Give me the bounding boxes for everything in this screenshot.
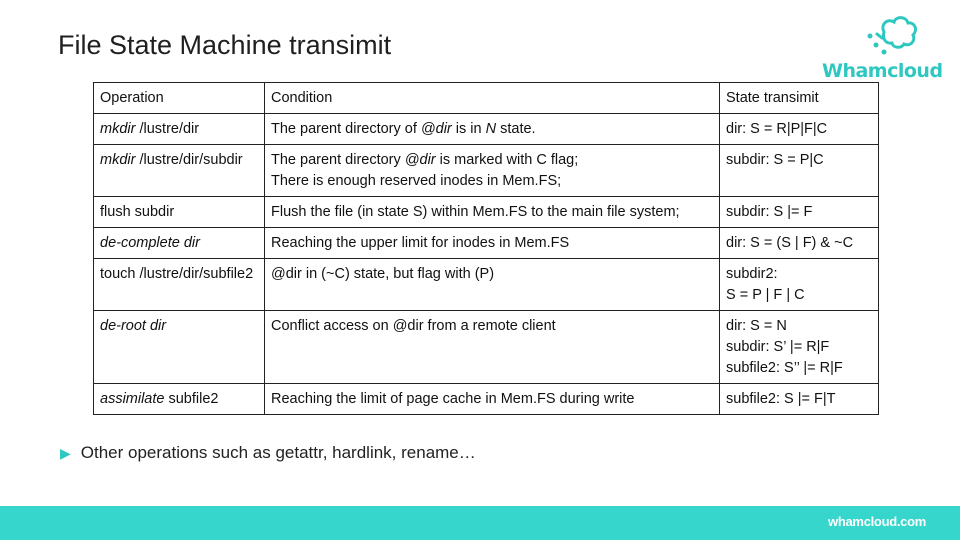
op-cell [94, 145, 265, 197]
table-row [94, 259, 879, 311]
op-args: /lustre/dir [135, 121, 200, 137]
footer-url: whamcloud.com [828, 514, 926, 529]
op-command: assimilate [100, 391, 165, 407]
cond-text: Conflict access on @dir from a remote client [271, 318, 556, 334]
op-cell [94, 197, 265, 228]
state-cell [720, 384, 879, 415]
state-line: subdir: S = P|C [726, 152, 824, 168]
header-condition: Condition [265, 83, 720, 114]
table-row [94, 311, 879, 384]
table-header-row [94, 83, 879, 114]
state-cell [720, 311, 879, 384]
op-command: de-root dir [100, 318, 167, 334]
slide-title: File State Machine transimit [58, 30, 392, 60]
op-command: de-complete dir [100, 235, 200, 251]
cond-text: @dir in (~C) state, but flag with (P) [271, 266, 495, 282]
cond-term: N [485, 121, 497, 137]
state-line: subfile2: S’’ |= R|F [726, 360, 843, 376]
table-row [94, 114, 879, 145]
cond-text: Reaching the limit of page cache in Mem.FS during write [271, 391, 635, 407]
op-cell [94, 384, 265, 415]
state-cell [720, 145, 879, 197]
state-line: dir: S = R|P|F|C [726, 121, 828, 137]
state-line: subfile2: S |= F|T [726, 391, 836, 407]
table-row [94, 145, 879, 197]
op-command: mkdir [100, 152, 136, 168]
cond-text: Flush the file (in state S) within Mem.FS to the main file system; [271, 204, 680, 220]
table-row [94, 197, 879, 228]
op-args: /lustre/dir/subdir [135, 152, 243, 168]
state-cell [720, 114, 879, 145]
cond-cell [265, 311, 720, 384]
whamcloud-logo [822, 14, 943, 84]
cond-cell [265, 197, 720, 228]
state-line: subdir: S |= F [726, 204, 813, 220]
cond-text: The parent directory [271, 152, 405, 168]
state-table [93, 82, 879, 415]
cloud-logo-icon [822, 14, 940, 64]
cond-cell [265, 259, 720, 311]
cond-cell [265, 145, 720, 197]
cond-text: There is enough reserved inodes in Mem.FS; [271, 173, 562, 189]
triangle-bullet-icon: ▶ [60, 445, 71, 461]
bullet-text: Other operations such as getattr, hardlink, rename… [80, 443, 476, 462]
cond-text: state. [496, 121, 536, 137]
cond-text: is marked with C flag; [435, 152, 579, 168]
cond-cell [265, 228, 720, 259]
cond-cell [265, 114, 720, 145]
state-line: subdir2: [726, 266, 778, 282]
logo-wordmark: Whamcloud [822, 60, 943, 82]
cond-cell [265, 384, 720, 415]
state-line: dir: S = N [726, 318, 787, 334]
op-cell [94, 228, 265, 259]
op-cell [94, 259, 265, 311]
bullet-item [60, 443, 476, 463]
state-line: dir: S = (S | F) & ~C [726, 235, 854, 251]
state-cell [720, 228, 879, 259]
op-command: touch /lustre/dir/subfile2 [100, 266, 254, 282]
state-line: subdir: S’ |= R|F [726, 339, 830, 355]
cond-term: @dir [404, 152, 436, 168]
header-operation: Operation [94, 83, 265, 114]
footer-bar [0, 506, 960, 540]
cond-term: @dir [420, 121, 452, 137]
op-command: mkdir [100, 121, 136, 137]
cond-text: Reaching the upper limit for inodes in Mem.FS [271, 235, 570, 251]
header-state: State transimit [720, 83, 879, 114]
table-row [94, 384, 879, 415]
op-command: flush subdir [100, 204, 175, 220]
state-line: S = P | F | C [726, 287, 805, 303]
state-cell [720, 197, 879, 228]
op-args: subfile2 [164, 391, 219, 407]
table-row [94, 228, 879, 259]
state-cell [720, 259, 879, 311]
op-cell [94, 311, 265, 384]
op-cell [94, 114, 265, 145]
cond-text: The parent directory of [271, 121, 421, 137]
cond-text: is in [451, 121, 486, 137]
